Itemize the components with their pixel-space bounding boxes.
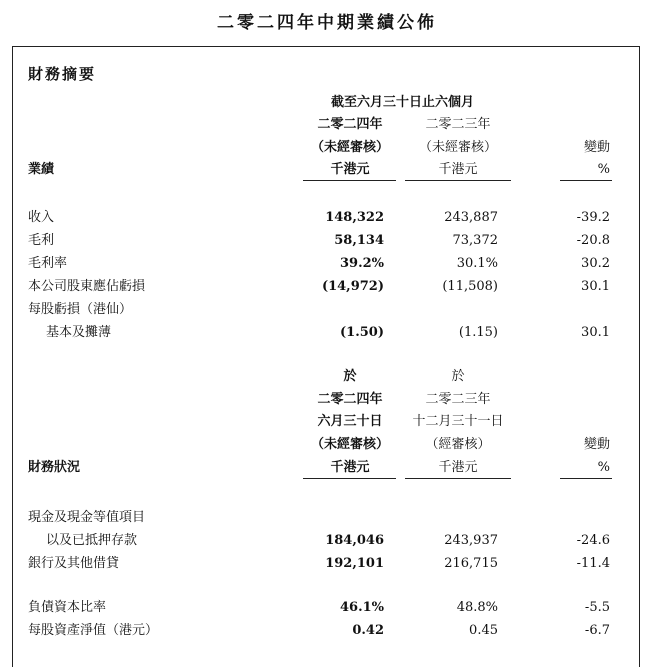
- position-col2-unit: 千港元: [438, 460, 478, 475]
- results-row-value-2024: 148,322: [325, 210, 384, 225]
- results-col1-year: 二零二四年: [317, 117, 383, 132]
- position-change-rule: [560, 478, 612, 479]
- section-title: 財務摘要: [28, 65, 97, 83]
- results-row-label: 每股虧損（港仙）: [28, 302, 133, 317]
- position-col1-rule: [303, 478, 396, 479]
- results-row-label: 本公司股東應佔虧損: [28, 279, 146, 294]
- results-change-header: 變動: [583, 140, 610, 155]
- results-row-change: 30.1: [581, 279, 610, 294]
- results-row-change: 30.2: [581, 256, 610, 271]
- position-row-change: -6.7: [584, 623, 610, 638]
- position-row-value-2024: 184,046: [325, 533, 384, 548]
- position-change-unit: %: [597, 460, 610, 475]
- results-col1-unit: 千港元: [330, 162, 370, 177]
- position-col2-at: 於: [451, 369, 465, 384]
- position-row-value-2023: 48.8%: [456, 600, 498, 615]
- position-change-header: 變動: [583, 437, 610, 452]
- results-row-change: 30.1: [581, 325, 610, 340]
- results-period-header: 截至六月三十日止六個月: [330, 95, 474, 110]
- document-title: 二零二四年中期業績公佈: [217, 13, 437, 33]
- position-col2-year: 二零二三年: [425, 392, 491, 407]
- position-col1-date: 六月三十日: [317, 414, 383, 429]
- results-row-value-2023: 30.1%: [456, 256, 498, 271]
- position-row-value-2023: 216,715: [444, 556, 498, 571]
- position-row-value-2024: 0.42: [352, 623, 384, 638]
- position-col2-rule: [405, 478, 511, 479]
- results-row-value-2024: (1.50): [340, 325, 384, 340]
- position-col2-date: 十二月三十一日: [412, 414, 504, 429]
- position-row-label: 以及已抵押存款: [46, 533, 138, 548]
- results-change-rule: [560, 180, 612, 181]
- results-row-label: 收入: [28, 210, 55, 225]
- position-col1-audit: （未經審核）: [310, 437, 389, 452]
- position-row-change: -5.5: [584, 600, 610, 615]
- results-col1-rule: [303, 180, 396, 181]
- results-col2-year: 二零二三年: [425, 117, 491, 132]
- results-row-change: -39.2: [576, 210, 610, 225]
- position-col1-at: 於: [343, 369, 357, 384]
- position-col1-unit: 千港元: [330, 460, 370, 475]
- results-row-value-2024: 58,134: [334, 233, 384, 248]
- position-row-label: 負債資本比率: [28, 600, 107, 615]
- position-row-label: 現金及現金等值項目: [28, 510, 146, 525]
- results-change-unit: %: [597, 162, 610, 177]
- results-col1-audit: （未經審核）: [310, 140, 389, 155]
- position-row-value-2024: 192,101: [325, 556, 384, 571]
- position-label: 財務狀況: [28, 460, 81, 475]
- results-row-value-2023: (11,508): [442, 279, 498, 294]
- results-col2-rule: [405, 180, 511, 181]
- results-row-value-2024: 39.2%: [339, 256, 384, 271]
- results-col2-unit: 千港元: [438, 162, 478, 177]
- results-row-value-2023: (1.15): [458, 325, 498, 340]
- results-label: 業績: [28, 162, 55, 177]
- results-row-label: 基本及攤薄: [46, 325, 112, 340]
- position-col2-audit: （經審核）: [425, 437, 491, 452]
- position-row-change: -11.4: [576, 556, 610, 571]
- position-row-label: 每股資產淨值（港元）: [28, 623, 159, 638]
- results-row-label: 毛利: [28, 233, 55, 248]
- position-row-value-2023: 243,937: [444, 533, 498, 548]
- position-row-value-2023: 0.45: [469, 623, 498, 638]
- results-row-change: -20.8: [576, 233, 610, 248]
- results-col2-audit: （未經審核）: [418, 140, 497, 155]
- results-row-value-2023: 73,372: [452, 233, 498, 248]
- results-row-value-2023: 243,887: [444, 210, 498, 225]
- results-row-label: 毛利率: [28, 256, 68, 271]
- results-row-value-2024: (14,972): [321, 279, 384, 294]
- position-col1-year: 二零二四年: [317, 392, 383, 407]
- position-row-change: -24.6: [576, 533, 610, 548]
- position-row-label: 銀行及其他借貸: [28, 556, 120, 571]
- position-row-value-2024: 46.1%: [339, 600, 384, 615]
